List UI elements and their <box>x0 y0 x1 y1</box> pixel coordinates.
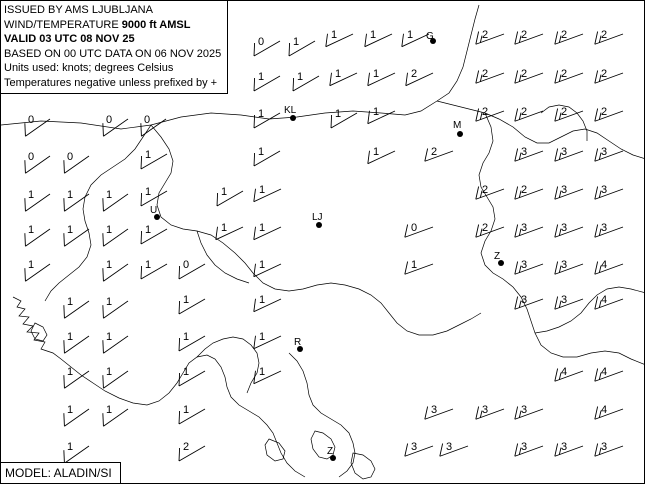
temperature-value: 3 <box>561 294 568 306</box>
temperature-value: 0 <box>106 114 113 126</box>
temperature-value: 2 <box>601 68 608 80</box>
temperature-value: 1 <box>259 366 266 378</box>
city-label: LJ <box>312 212 323 223</box>
temperature-value: 1 <box>106 224 113 236</box>
temperature-value: 0 <box>183 259 190 271</box>
temperature-value: 1 <box>106 189 113 201</box>
temperature-value: 2 <box>482 68 489 80</box>
city-label: Z <box>327 446 334 457</box>
temperature-value: 1 <box>258 146 265 158</box>
temperature-value: 2 <box>521 68 528 80</box>
temperature-value: 3 <box>601 222 608 234</box>
temperature-value: 1 <box>373 68 380 80</box>
temperature-value: 3 <box>561 222 568 234</box>
temperature-value: 2 <box>482 222 489 234</box>
temperature-value: 4 <box>601 294 608 306</box>
temperature-value: 2 <box>482 29 489 41</box>
temperature-value: 3 <box>521 222 528 234</box>
temperature-value: 2 <box>561 106 568 118</box>
temperature-value: 1 <box>373 146 380 158</box>
temperature-value: 4 <box>601 259 608 271</box>
temperature-value: 3 <box>521 146 528 158</box>
temperature-value: 1 <box>221 222 228 234</box>
city-label: U <box>150 205 158 216</box>
temperature-value: 1 <box>67 224 74 236</box>
temperature-value: 3 <box>601 441 608 453</box>
temperature-value: 1 <box>145 186 152 198</box>
temperature-value: 2 <box>411 68 418 80</box>
temperature-value: 1 <box>335 108 342 120</box>
temperature-value: 1 <box>145 149 152 161</box>
legend-based-on: BASED ON 00 UTC DATA ON 06 NOV 2025 <box>4 47 222 60</box>
temperature-value: 2 <box>482 184 489 196</box>
temperature-value: 1 <box>258 71 265 83</box>
legend-temperature-note: Temperatures negative unless prefixed by + <box>4 76 218 89</box>
temperature-value: 1 <box>335 68 342 80</box>
temperature-value: 0 <box>28 151 35 163</box>
temperature-value: 2 <box>601 106 608 118</box>
temperature-value: 1 <box>145 259 152 271</box>
city-label: KL <box>284 105 297 116</box>
temperature-value: 4 <box>601 366 608 378</box>
temperature-value: 1 <box>67 331 74 343</box>
temperature-value: 3 <box>561 259 568 271</box>
legend-issued-by: ISSUED BY AMS LJUBLJANA <box>4 4 153 16</box>
temperature-value: 1 <box>373 106 380 118</box>
temperature-value: 0 <box>258 36 265 48</box>
temperature-value: 1 <box>106 404 113 416</box>
temperature-value: 3 <box>411 441 418 453</box>
temperature-value: 1 <box>258 108 265 120</box>
temperature-value: 3 <box>521 294 528 306</box>
temperature-value: 1 <box>221 186 228 198</box>
temperature-value: 3 <box>561 184 568 196</box>
temperature-value: 2 <box>521 184 528 196</box>
temperature-value: 1 <box>407 29 414 41</box>
temperature-value: 2 <box>601 29 608 41</box>
temperature-value: 1 <box>28 259 35 271</box>
temperature-value: 2 <box>521 29 528 41</box>
city-label: M <box>453 120 462 131</box>
temperature-value: 1 <box>106 366 113 378</box>
city-label: Z <box>494 251 501 262</box>
temperature-value: 1 <box>370 29 377 41</box>
temperature-value: 4 <box>601 404 608 416</box>
temperature-value: 3 <box>601 184 608 196</box>
temperature-value: 2 <box>561 68 568 80</box>
temperature-value: 3 <box>521 441 528 453</box>
temperature-value: 0 <box>144 114 151 126</box>
legend-header <box>1 1 228 94</box>
temperature-value: 1 <box>106 296 113 308</box>
temperature-value: 3 <box>601 146 608 158</box>
temperature-value: 1 <box>28 224 35 236</box>
temperature-value: 1 <box>67 296 74 308</box>
temperature-value: 0 <box>67 151 74 163</box>
temperature-value: 1 <box>297 71 304 83</box>
temperature-value: 1 <box>259 222 266 234</box>
temperature-value: 1 <box>67 366 74 378</box>
temperature-value: 1 <box>145 224 152 236</box>
temperature-value: 3 <box>521 404 528 416</box>
temperature-value: 1 <box>106 259 113 271</box>
temperature-value: 1 <box>67 404 74 416</box>
legend-level-line <box>4 18 221 33</box>
temperature-value: 0 <box>411 222 418 234</box>
temperature-value: 1 <box>183 366 190 378</box>
temperature-value: 0 <box>28 114 35 126</box>
city-label: G <box>426 31 434 42</box>
temperature-value: 3 <box>561 146 568 158</box>
temperature-value: 1 <box>183 404 190 416</box>
temperature-value: 1 <box>183 331 190 343</box>
temperature-value: 1 <box>259 184 266 196</box>
temperature-value: 3 <box>521 259 528 271</box>
temperature-value: 1 <box>28 189 35 201</box>
temperature-value: 1 <box>259 294 266 306</box>
temperature-value: 1 <box>67 441 74 453</box>
legend-level-value: 9000 ft AMSL <box>121 18 191 31</box>
temperature-value: 2 <box>561 29 568 41</box>
temperature-value: 1 <box>259 331 266 343</box>
temperature-value: 3 <box>561 441 568 453</box>
temperature-value: 2 <box>521 106 528 118</box>
city-label: R <box>294 337 302 348</box>
temperature-value: 4 <box>561 366 568 378</box>
temperature-value: 3 <box>446 441 453 453</box>
city-marker <box>457 131 463 137</box>
temperature-value: 2 <box>482 106 489 118</box>
temperature-value: 1 <box>411 259 418 271</box>
temperature-value: 3 <box>482 404 489 416</box>
temperature-value: 2 <box>183 441 190 453</box>
temperature-value: 1 <box>331 29 338 41</box>
temperature-value: 1 <box>293 36 300 48</box>
legend-level-prefix: WIND/TEMPERATURE <box>4 18 122 31</box>
temperature-value: 1 <box>106 331 113 343</box>
temperature-value: 2 <box>431 146 438 158</box>
temperature-value: 1 <box>183 294 190 306</box>
temperature-value: 3 <box>431 404 438 416</box>
model-label: MODEL: ALADIN/SI <box>1 462 121 483</box>
legend-units: Units used: knots; degrees Celsius <box>4 62 174 74</box>
temperature-value: 1 <box>259 259 266 271</box>
temperature-value: 1 <box>67 189 74 201</box>
legend-valid: VALID 03 UTC 08 NOV 25 <box>4 33 135 45</box>
